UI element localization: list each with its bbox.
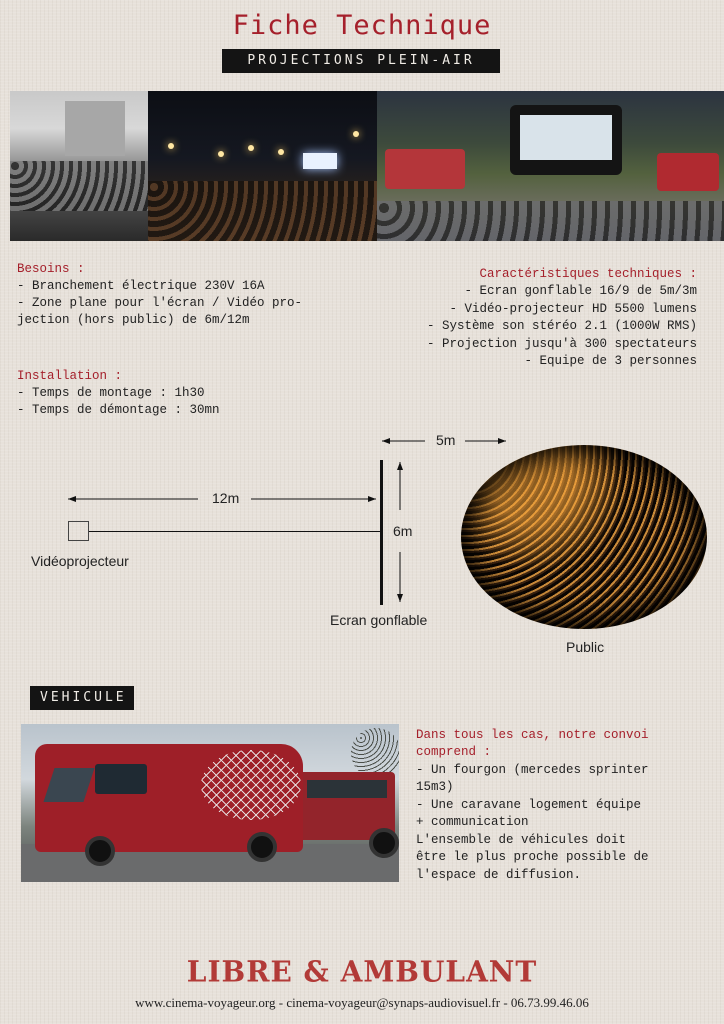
photo-vehicle-convoy <box>21 724 399 882</box>
caracteristiques-line: - Projection jusqu'à 300 spectateurs <box>426 337 697 351</box>
vehicule-badge: VEHICULE <box>30 686 134 710</box>
vehicule-note-line: L'ensemble de véhicules doit <box>416 833 627 847</box>
photo-bw-screening <box>10 91 148 241</box>
height-dimension-label: 6m <box>393 523 413 539</box>
caracteristiques-line: - Système son stéréo 2.1 (1000W RMS) <box>426 319 697 333</box>
vehicule-intro-line: Dans tous les cas, notre convoi <box>416 728 649 742</box>
public-label: Public <box>566 639 605 655</box>
projection-line <box>89 531 382 532</box>
vehicule-intro-line: comprend : <box>416 745 492 759</box>
photo-inflatable-screen <box>377 91 724 241</box>
projector-label: Vidéoprojecteur <box>31 553 129 569</box>
besoins-heading: Besoins : <box>17 262 85 276</box>
caracteristiques-line: - Equipe de 3 personnes <box>524 354 697 368</box>
installation-line: - Temps de montage : 1h30 <box>17 386 205 400</box>
screen-line <box>380 460 383 605</box>
installation-heading: Installation : <box>17 369 123 383</box>
contact-line: www.cinema-voyageur.org - cinema-voyageur@synaps-audiovisuel.fr - 06.73.99.46.06 <box>135 995 589 1010</box>
page-title: Fiche Technique <box>232 10 492 41</box>
vehicule-item-line: - Une caravane logement équipe <box>416 798 642 812</box>
caracteristiques-heading: Caractéristiques techniques : <box>479 267 697 281</box>
width-dimension-label: 5m <box>436 432 456 448</box>
subtitle-badge: PROJECTIONS PLEIN-AIR <box>222 49 500 73</box>
distance-dimension-label: 12m <box>212 490 240 506</box>
brand-logo: LIBRE & AMBULANT <box>186 954 538 989</box>
photo-night-screening <box>148 91 377 241</box>
caracteristiques-line: - Ecran gonflable 16/9 de 5m/3m <box>464 284 697 298</box>
besoins-line: - Zone plane pour l'écran / Vidéo pro- <box>17 296 303 310</box>
besoins-line: - Branchement électrique 230V 16A <box>17 279 265 293</box>
public-crowd-image <box>461 445 707 629</box>
installation-line: - Temps de démontage : 30mn <box>17 403 220 417</box>
vehicule-note-line: être le plus proche possible de <box>416 850 649 864</box>
vehicule-item-line: - Un fourgon (mercedes sprinter <box>416 763 649 777</box>
screen-label: Ecran gonflable <box>330 612 428 628</box>
vehicule-item-line: 15m3) <box>416 780 454 794</box>
vehicule-item-line: + communication <box>416 815 529 829</box>
vehicule-note-line: l'espace de diffusion. <box>416 868 582 882</box>
caracteristiques-line: - Vidéo-projecteur HD 5500 lumens <box>449 302 697 316</box>
projector-icon <box>68 521 89 541</box>
photo-strip <box>10 91 724 241</box>
besoins-line: jection (hors public) de 6m/12m <box>17 313 250 327</box>
